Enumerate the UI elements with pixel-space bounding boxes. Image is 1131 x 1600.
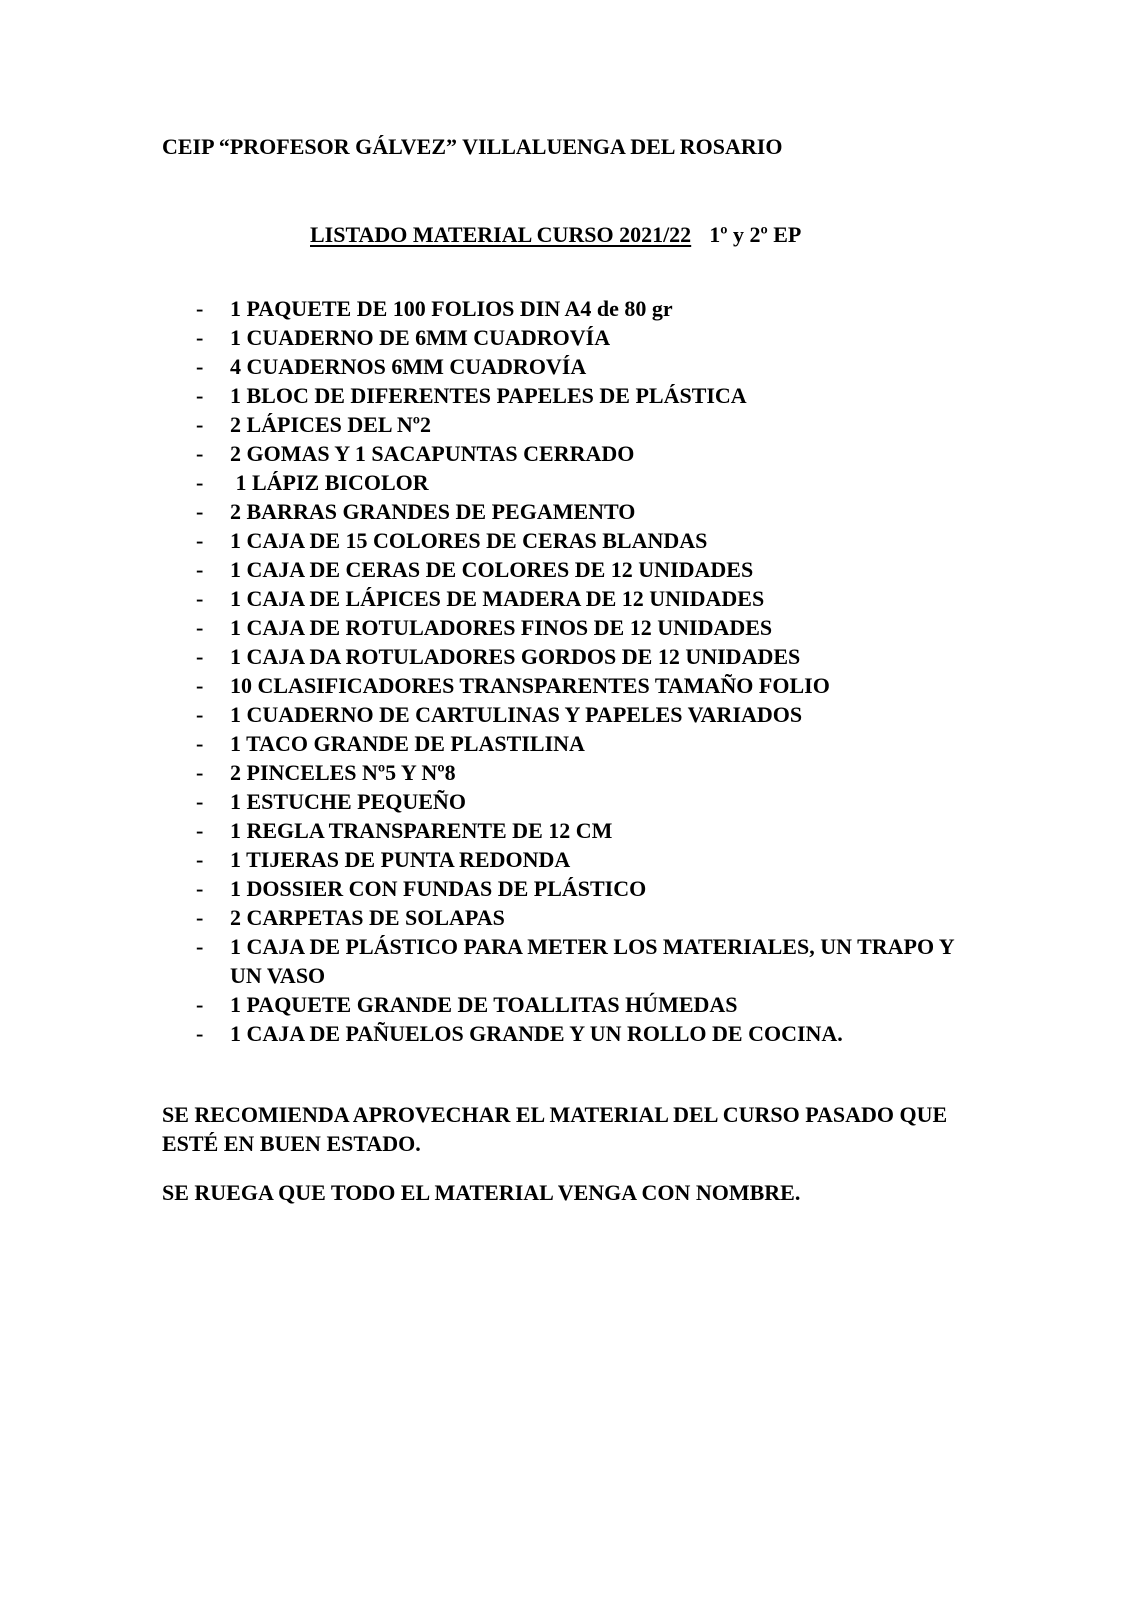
list-item-text: 2 LÁPICES DEL Nº2 xyxy=(230,412,432,437)
list-item-text: 1 DOSSIER CON FUNDAS DE PLÁSTICO xyxy=(230,876,647,901)
list-item xyxy=(196,468,996,497)
bullet-dash: - xyxy=(196,383,204,408)
list-item-text: 2 PINCELES Nº5 Y Nº8 xyxy=(230,760,456,785)
list-item-text: 1 REGLA TRANSPARENTE DE 12 CM xyxy=(230,818,613,843)
list-item-text: 1 CAJA DE PLÁSTICO PARA METER LOS MATERIALES, UN TRAPO Y UN VASO xyxy=(230,934,954,988)
list-item xyxy=(196,352,996,381)
list-item xyxy=(196,555,996,584)
list-item-text: 1 LÁPIZ BICOLOR xyxy=(230,470,429,495)
bullet-dash: - xyxy=(196,325,204,350)
bullet-dash: - xyxy=(196,528,204,553)
list-item xyxy=(196,410,996,439)
bullet-dash: - xyxy=(196,789,204,814)
list-item xyxy=(196,381,996,410)
bullet-dash: - xyxy=(196,644,204,669)
list-item xyxy=(196,729,996,758)
list-item xyxy=(196,932,996,990)
list-item-text: 10 CLASIFICADORES TRANSPARENTES TAMAÑO FOLIO xyxy=(230,673,830,698)
list-item-text: 4 CUADERNOS 6MM CUADROVÍA xyxy=(230,354,587,379)
bullet-dash: - xyxy=(196,818,204,843)
list-item-text: 1 CAJA DE PAÑUELOS GRANDE Y UN ROLLO DE COCINA. xyxy=(230,1021,843,1046)
list-item xyxy=(196,758,996,787)
list-item-text: 1 CAJA DE 15 COLORES DE CERAS BLANDAS xyxy=(230,528,708,553)
list-item-text: 1 TIJERAS DE PUNTA REDONDA xyxy=(230,847,571,872)
list-title: LISTADO MATERIAL CURSO 2021/22 xyxy=(310,222,692,247)
bullet-dash: - xyxy=(196,441,204,466)
list-item-text: 1 BLOC DE DIFERENTES PAPELES DE PLÁSTICA xyxy=(230,383,747,408)
bullet-dash: - xyxy=(196,296,204,321)
bullet-dash: - xyxy=(196,1021,204,1046)
list-item xyxy=(196,874,996,903)
bullet-dash: - xyxy=(196,905,204,930)
list-item-text: 1 ESTUCHE PEQUEÑO xyxy=(230,789,466,814)
list-item-text: 1 CAJA DA ROTULADORES GORDOS DE 12 UNIDADES xyxy=(230,644,801,669)
list-item-text: 1 CAJA DE ROTULADORES FINOS DE 12 UNIDADES xyxy=(230,615,773,640)
bullet-dash: - xyxy=(196,934,204,959)
bullet-dash: - xyxy=(196,876,204,901)
list-item-text: 1 PAQUETE GRANDE DE TOALLITAS HÚMEDAS xyxy=(230,992,738,1017)
bullet-dash: - xyxy=(196,702,204,727)
list-item xyxy=(196,816,996,845)
bullet-dash: - xyxy=(196,499,204,524)
list-item-text: 1 TACO GRANDE DE PLASTILINA xyxy=(230,731,585,756)
list-title-line xyxy=(310,222,801,248)
list-item xyxy=(196,990,996,1019)
list-item-text: 1 CAJA DE CERAS DE COLORES DE 12 UNIDADES xyxy=(230,557,754,582)
list-item xyxy=(196,613,996,642)
list-item-text: 1 CUADERNO DE CARTULINAS Y PAPELES VARIADOS xyxy=(230,702,803,727)
list-item xyxy=(196,439,996,468)
list-item-text: 2 BARRAS GRANDES DE PEGAMENTO xyxy=(230,499,636,524)
list-item-text: 1 CUADERNO DE 6MM CUADROVÍA xyxy=(230,325,611,350)
bullet-dash: - xyxy=(196,847,204,872)
list-item xyxy=(196,700,996,729)
list-item xyxy=(196,584,996,613)
bullet-dash: - xyxy=(196,470,204,495)
bullet-dash: - xyxy=(196,992,204,1017)
list-item-text: 1 CAJA DE LÁPICES DE MADERA DE 12 UNIDADES xyxy=(230,586,765,611)
school-heading: CEIP “PROFESOR GÁLVEZ” VILLALUENGA DEL ROSARIO xyxy=(162,134,783,159)
bullet-dash: - xyxy=(196,731,204,756)
list-item xyxy=(196,642,996,671)
bullet-dash: - xyxy=(196,557,204,582)
list-level: 1º y 2º EP xyxy=(709,222,802,247)
list-item xyxy=(196,526,996,555)
list-item xyxy=(196,787,996,816)
list-item xyxy=(196,1019,996,1048)
list-item xyxy=(196,323,996,352)
list-item xyxy=(196,497,996,526)
list-item-text: 1 PAQUETE DE 100 FOLIOS DIN A4 de 80 gr xyxy=(230,296,673,321)
list-item-text: 2 CARPETAS DE SOLAPAS xyxy=(230,905,505,930)
list-item xyxy=(196,671,996,700)
list-item-text: 2 GOMAS Y 1 SACAPUNTAS CERRADO xyxy=(230,441,635,466)
list-item xyxy=(196,294,996,323)
list-item xyxy=(196,903,996,932)
bullet-dash: - xyxy=(196,615,204,640)
recommendation-note: SE RECOMIENDA APROVECHAR EL MATERIAL DEL CURSO PASADO QUE ESTÉ EN BUEN ESTADO. xyxy=(162,1102,948,1156)
name-request-note: SE RUEGA QUE TODO EL MATERIAL VENGA CON NOMBRE. xyxy=(162,1180,801,1205)
bullet-dash: - xyxy=(196,760,204,785)
list-item xyxy=(196,845,996,874)
bullet-dash: - xyxy=(196,354,204,379)
bullet-dash: - xyxy=(196,586,204,611)
materials-list xyxy=(196,294,996,1048)
bullet-dash: - xyxy=(196,412,204,437)
bullet-dash: - xyxy=(196,673,204,698)
